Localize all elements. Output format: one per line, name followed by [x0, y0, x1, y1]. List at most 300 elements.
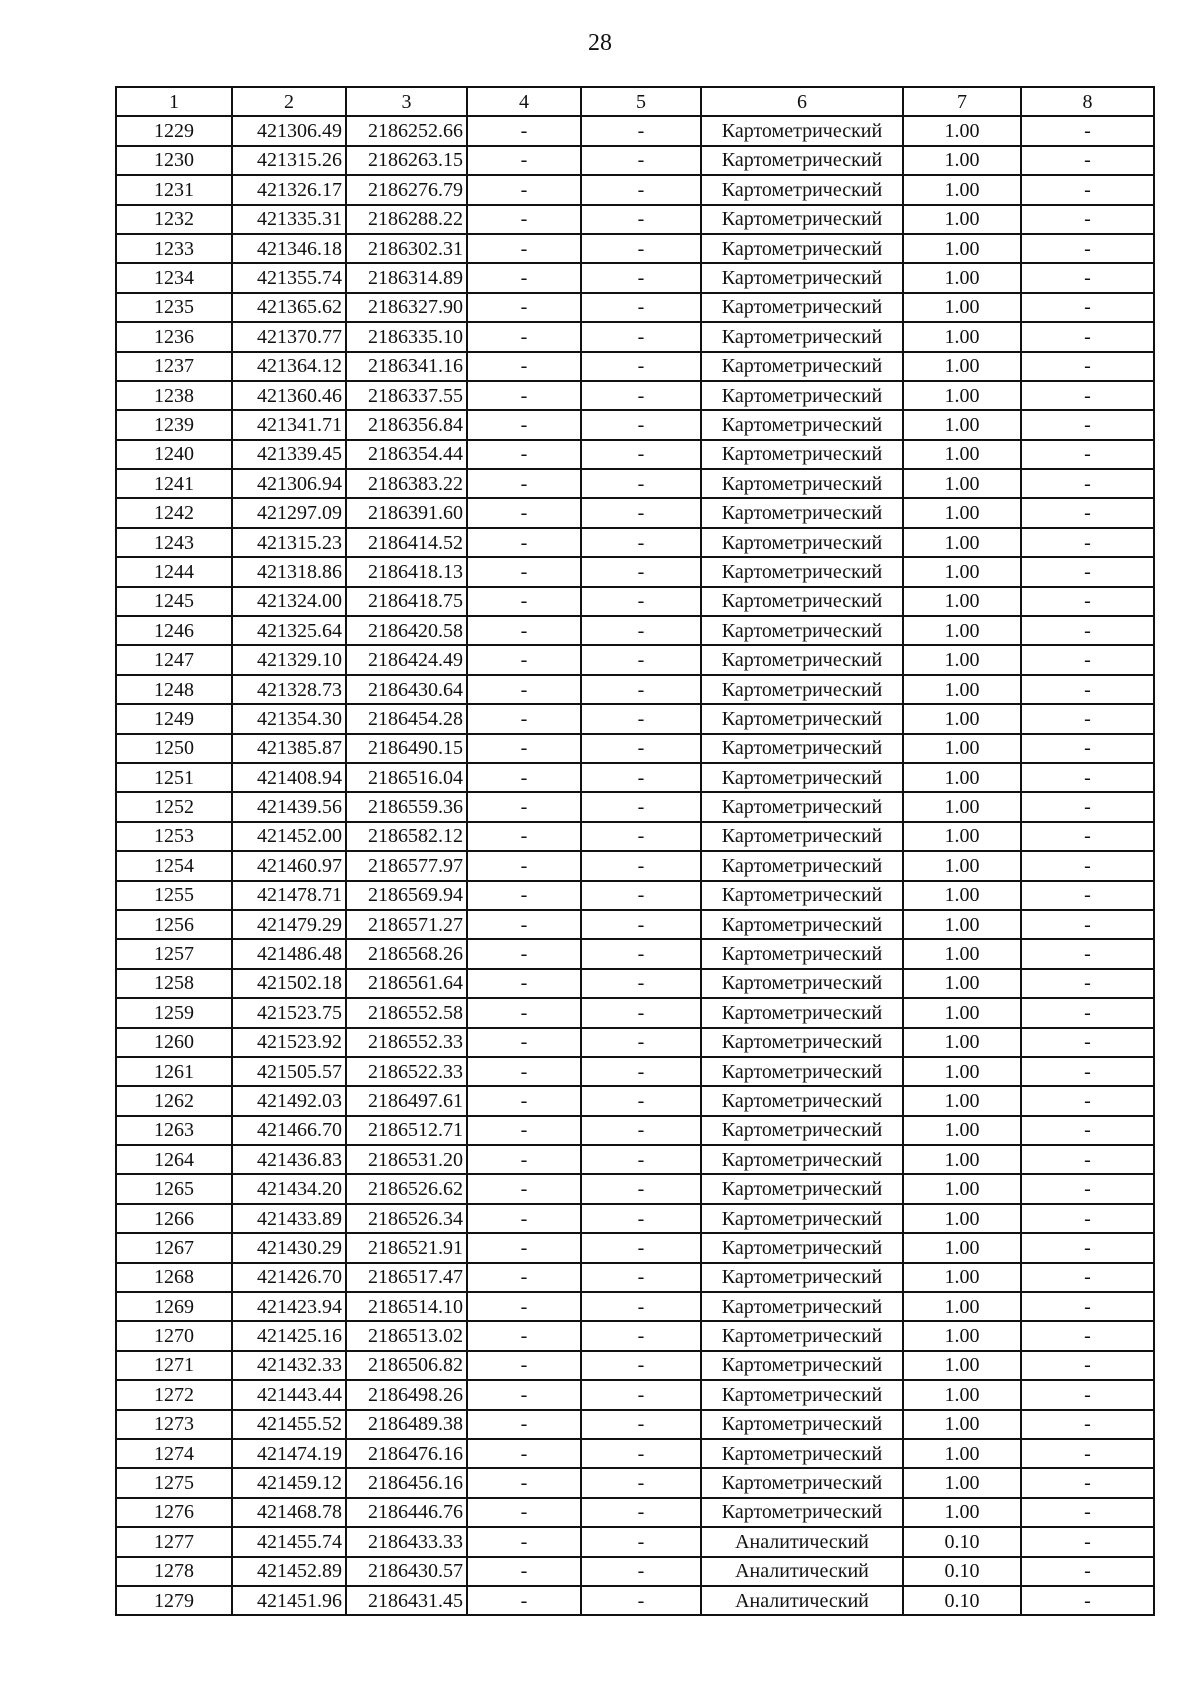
y-coordinate-cell: 2186526.34 — [346, 1204, 467, 1233]
y-coordinate-cell: 2186446.76 — [346, 1498, 467, 1527]
accuracy-cell: 1.00 — [903, 1204, 1021, 1233]
accuracy-cell: 1.00 — [903, 881, 1021, 910]
y-coordinate-cell: 2186517.47 — [346, 1263, 467, 1292]
y-coordinate-cell: 2186433.33 — [346, 1527, 467, 1556]
point-number-cell: 1252 — [116, 792, 232, 821]
x-coordinate-cell: 421433.89 — [232, 1204, 346, 1233]
column-4-cell: - — [467, 1145, 581, 1174]
column-5-cell: - — [581, 557, 701, 586]
accuracy-cell: 1.00 — [903, 1028, 1021, 1057]
y-coordinate-cell: 2186559.36 — [346, 792, 467, 821]
column-8-cell: - — [1021, 205, 1154, 234]
point-number-cell: 1234 — [116, 263, 232, 292]
column-header-5: 5 — [581, 87, 701, 116]
column-8-cell: - — [1021, 498, 1154, 527]
table-row — [116, 146, 1154, 175]
column-5-cell: - — [581, 1527, 701, 1556]
x-coordinate-cell: 421326.17 — [232, 175, 346, 204]
x-coordinate-cell: 421360.46 — [232, 381, 346, 410]
point-number-cell: 1239 — [116, 410, 232, 439]
column-5-cell: - — [581, 322, 701, 351]
column-5-cell: - — [581, 1263, 701, 1292]
table-row — [116, 1028, 1154, 1057]
table-row — [116, 969, 1154, 998]
column-4-cell: - — [467, 1292, 581, 1321]
accuracy-cell: 1.00 — [903, 352, 1021, 381]
x-coordinate-cell: 421325.64 — [232, 616, 346, 645]
column-4-cell: - — [467, 352, 581, 381]
table-row — [116, 1233, 1154, 1262]
point-number-cell: 1246 — [116, 616, 232, 645]
method-cell: Картометрический — [701, 293, 903, 322]
accuracy-cell: 1.00 — [903, 263, 1021, 292]
column-8-cell: - — [1021, 234, 1154, 263]
method-cell: Картометрический — [701, 822, 903, 851]
method-cell: Картометрический — [701, 1263, 903, 1292]
method-cell: Картометрический — [701, 557, 903, 586]
method-cell: Картометрический — [701, 381, 903, 410]
table-row — [116, 1586, 1154, 1615]
method-cell: Картометрический — [701, 792, 903, 821]
column-5-cell: - — [581, 1557, 701, 1586]
column-5-cell: - — [581, 881, 701, 910]
table-row — [116, 322, 1154, 351]
y-coordinate-cell: 2186337.55 — [346, 381, 467, 410]
x-coordinate-cell: 421370.77 — [232, 322, 346, 351]
y-coordinate-cell: 2186521.91 — [346, 1233, 467, 1262]
point-number-cell: 1265 — [116, 1174, 232, 1203]
y-coordinate-cell: 2186512.71 — [346, 1116, 467, 1145]
accuracy-cell: 1.00 — [903, 498, 1021, 527]
y-coordinate-cell: 2186288.22 — [346, 205, 467, 234]
column-5-cell: - — [581, 440, 701, 469]
column-4-cell: - — [467, 734, 581, 763]
point-number-cell: 1278 — [116, 1557, 232, 1586]
column-4-cell: - — [467, 1028, 581, 1057]
column-4-cell: - — [467, 998, 581, 1027]
accuracy-cell: 0.10 — [903, 1527, 1021, 1556]
x-coordinate-cell: 421502.18 — [232, 969, 346, 998]
column-5-cell: - — [581, 1086, 701, 1115]
accuracy-cell: 1.00 — [903, 1439, 1021, 1468]
column-8-cell: - — [1021, 1233, 1154, 1262]
column-8-cell: - — [1021, 175, 1154, 204]
column-4-cell: - — [467, 587, 581, 616]
column-5-cell: - — [581, 851, 701, 880]
point-number-cell: 1273 — [116, 1410, 232, 1439]
column-4-cell: - — [467, 528, 581, 557]
method-cell: Картометрический — [701, 1145, 903, 1174]
y-coordinate-cell: 2186506.82 — [346, 1351, 467, 1380]
table-row — [116, 557, 1154, 586]
method-cell: Картометрический — [701, 1410, 903, 1439]
x-coordinate-cell: 421385.87 — [232, 734, 346, 763]
table-row — [116, 1380, 1154, 1409]
x-coordinate-cell: 421439.56 — [232, 792, 346, 821]
column-5-cell: - — [581, 1586, 701, 1615]
column-4-cell: - — [467, 322, 581, 351]
point-number-cell: 1267 — [116, 1233, 232, 1262]
column-8-cell: - — [1021, 381, 1154, 410]
column-5-cell: - — [581, 1498, 701, 1527]
table-row — [116, 792, 1154, 821]
column-5-cell: - — [581, 1468, 701, 1497]
column-5-cell: - — [581, 1351, 701, 1380]
x-coordinate-cell: 421459.12 — [232, 1468, 346, 1497]
method-cell: Картометрический — [701, 734, 903, 763]
column-5-cell: - — [581, 998, 701, 1027]
column-4-cell: - — [467, 1057, 581, 1086]
point-number-cell: 1253 — [116, 822, 232, 851]
column-5-cell: - — [581, 1321, 701, 1350]
column-5-cell: - — [581, 792, 701, 821]
column-8-cell: - — [1021, 851, 1154, 880]
y-coordinate-cell: 2186335.10 — [346, 322, 467, 351]
column-8-cell: - — [1021, 969, 1154, 998]
column-header-1: 1 — [116, 87, 232, 116]
column-5-cell: - — [581, 1410, 701, 1439]
column-8-cell: - — [1021, 1263, 1154, 1292]
point-number-cell: 1233 — [116, 234, 232, 263]
accuracy-cell: 1.00 — [903, 557, 1021, 586]
x-coordinate-cell: 421318.86 — [232, 557, 346, 586]
method-cell: Картометрический — [701, 1321, 903, 1350]
column-8-cell: - — [1021, 1057, 1154, 1086]
point-number-cell: 1263 — [116, 1116, 232, 1145]
table-row — [116, 1498, 1154, 1527]
x-coordinate-cell: 421339.45 — [232, 440, 346, 469]
accuracy-cell: 1.00 — [903, 205, 1021, 234]
accuracy-cell: 1.00 — [903, 792, 1021, 821]
column-5-cell: - — [581, 1204, 701, 1233]
column-8-cell: - — [1021, 1351, 1154, 1380]
y-coordinate-cell: 2186356.84 — [346, 410, 467, 439]
column-5-cell: - — [581, 1380, 701, 1409]
column-8-cell: - — [1021, 440, 1154, 469]
y-coordinate-cell: 2186497.61 — [346, 1086, 467, 1115]
accuracy-cell: 1.00 — [903, 1292, 1021, 1321]
table-row — [116, 469, 1154, 498]
accuracy-cell: 1.00 — [903, 763, 1021, 792]
column-5-cell: - — [581, 146, 701, 175]
table-row — [116, 1116, 1154, 1145]
x-coordinate-cell: 421455.52 — [232, 1410, 346, 1439]
column-5-cell: - — [581, 1057, 701, 1086]
method-cell: Картометрический — [701, 675, 903, 704]
column-5-cell: - — [581, 822, 701, 851]
x-coordinate-cell: 421460.97 — [232, 851, 346, 880]
x-coordinate-cell: 421355.74 — [232, 263, 346, 292]
accuracy-cell: 1.00 — [903, 175, 1021, 204]
x-coordinate-cell: 421306.49 — [232, 116, 346, 145]
method-cell: Картометрический — [701, 851, 903, 880]
method-cell: Картометрический — [701, 1468, 903, 1497]
point-number-cell: 1255 — [116, 881, 232, 910]
column-4-cell: - — [467, 910, 581, 939]
accuracy-cell: 1.00 — [903, 528, 1021, 557]
table-row — [116, 410, 1154, 439]
method-cell: Картометрический — [701, 704, 903, 733]
method-cell: Картометрический — [701, 1498, 903, 1527]
column-8-cell: - — [1021, 322, 1154, 351]
method-cell: Картометрический — [701, 969, 903, 998]
x-coordinate-cell: 421523.75 — [232, 998, 346, 1027]
method-cell: Картометрический — [701, 1086, 903, 1115]
point-number-cell: 1247 — [116, 645, 232, 674]
y-coordinate-cell: 2186569.94 — [346, 881, 467, 910]
y-coordinate-cell: 2186327.90 — [346, 293, 467, 322]
column-5-cell: - — [581, 205, 701, 234]
point-number-cell: 1232 — [116, 205, 232, 234]
column-5-cell: - — [581, 939, 701, 968]
accuracy-cell: 1.00 — [903, 381, 1021, 410]
column-8-cell: - — [1021, 763, 1154, 792]
coordinates-table — [115, 86, 1155, 1616]
y-coordinate-cell: 2186391.60 — [346, 498, 467, 527]
x-coordinate-cell: 421315.23 — [232, 528, 346, 557]
column-5-cell: - — [581, 1145, 701, 1174]
column-8-cell: - — [1021, 410, 1154, 439]
column-header-2: 2 — [232, 87, 346, 116]
method-cell: Картометрический — [701, 1116, 903, 1145]
column-header-8: 8 — [1021, 87, 1154, 116]
y-coordinate-cell: 2186383.22 — [346, 469, 467, 498]
x-coordinate-cell: 421452.89 — [232, 1557, 346, 1586]
column-5-cell: - — [581, 1116, 701, 1145]
accuracy-cell: 1.00 — [903, 1410, 1021, 1439]
column-5-cell: - — [581, 1174, 701, 1203]
table-row — [116, 998, 1154, 1027]
y-coordinate-cell: 2186531.20 — [346, 1145, 467, 1174]
column-5-cell: - — [581, 381, 701, 410]
table-row — [116, 1410, 1154, 1439]
x-coordinate-cell: 421423.94 — [232, 1292, 346, 1321]
column-8-cell: - — [1021, 881, 1154, 910]
accuracy-cell: 1.00 — [903, 1086, 1021, 1115]
column-4-cell: - — [467, 410, 581, 439]
x-coordinate-cell: 421365.62 — [232, 293, 346, 322]
method-cell: Картометрический — [701, 910, 903, 939]
accuracy-cell: 1.00 — [903, 1351, 1021, 1380]
point-number-cell: 1274 — [116, 1439, 232, 1468]
column-8-cell: - — [1021, 1028, 1154, 1057]
page-number: 28 — [588, 30, 612, 56]
column-5-cell: - — [581, 498, 701, 527]
column-4-cell: - — [467, 1439, 581, 1468]
column-8-cell: - — [1021, 1204, 1154, 1233]
column-4-cell: - — [467, 1204, 581, 1233]
x-coordinate-cell: 421346.18 — [232, 234, 346, 263]
point-number-cell: 1258 — [116, 969, 232, 998]
accuracy-cell: 1.00 — [903, 939, 1021, 968]
column-header-6: 6 — [701, 87, 903, 116]
accuracy-cell: 1.00 — [903, 851, 1021, 880]
column-4-cell: - — [467, 1174, 581, 1203]
table-row — [116, 205, 1154, 234]
method-cell: Картометрический — [701, 1351, 903, 1380]
table-row — [116, 293, 1154, 322]
accuracy-cell: 1.00 — [903, 1468, 1021, 1497]
column-4-cell: - — [467, 1233, 581, 1262]
y-coordinate-cell: 2186522.33 — [346, 1057, 467, 1086]
column-4-cell: - — [467, 557, 581, 586]
table-row — [116, 1351, 1154, 1380]
y-coordinate-cell: 2186456.16 — [346, 1468, 467, 1497]
point-number-cell: 1268 — [116, 1263, 232, 1292]
table-row — [116, 704, 1154, 733]
method-cell: Картометрический — [701, 234, 903, 263]
y-coordinate-cell: 2186414.52 — [346, 528, 467, 557]
column-8-cell: - — [1021, 116, 1154, 145]
column-5-cell: - — [581, 616, 701, 645]
method-cell: Аналитический — [701, 1527, 903, 1556]
x-coordinate-cell: 421425.16 — [232, 1321, 346, 1350]
y-coordinate-cell: 2186516.04 — [346, 763, 467, 792]
x-coordinate-cell: 421426.70 — [232, 1263, 346, 1292]
column-5-cell: - — [581, 910, 701, 939]
column-8-cell: - — [1021, 469, 1154, 498]
table-row — [116, 263, 1154, 292]
column-8-cell: - — [1021, 587, 1154, 616]
table-row — [116, 851, 1154, 880]
point-number-cell: 1237 — [116, 352, 232, 381]
method-cell: Картометрический — [701, 469, 903, 498]
x-coordinate-cell: 421436.83 — [232, 1145, 346, 1174]
column-8-cell: - — [1021, 1292, 1154, 1321]
column-8-cell: - — [1021, 1439, 1154, 1468]
column-header-3: 3 — [346, 87, 467, 116]
table-row — [116, 1145, 1154, 1174]
column-8-cell: - — [1021, 1557, 1154, 1586]
table-row — [116, 734, 1154, 763]
x-coordinate-cell: 421315.26 — [232, 146, 346, 175]
method-cell: Картометрический — [701, 763, 903, 792]
column-header-4: 4 — [467, 87, 581, 116]
accuracy-cell: 1.00 — [903, 645, 1021, 674]
y-coordinate-cell: 2186552.33 — [346, 1028, 467, 1057]
column-4-cell: - — [467, 881, 581, 910]
point-number-cell: 1244 — [116, 557, 232, 586]
accuracy-cell: 1.00 — [903, 1116, 1021, 1145]
accuracy-cell: 1.00 — [903, 1145, 1021, 1174]
method-cell: Картометрический — [701, 1204, 903, 1233]
accuracy-cell: 1.00 — [903, 469, 1021, 498]
y-coordinate-cell: 2186418.13 — [346, 557, 467, 586]
column-5-cell: - — [581, 587, 701, 616]
column-8-cell: - — [1021, 1527, 1154, 1556]
column-8-cell: - — [1021, 616, 1154, 645]
point-number-cell: 1240 — [116, 440, 232, 469]
table-row — [116, 645, 1154, 674]
table-row — [116, 116, 1154, 145]
x-coordinate-cell: 421306.94 — [232, 469, 346, 498]
accuracy-cell: 1.00 — [903, 969, 1021, 998]
x-coordinate-cell: 421354.30 — [232, 704, 346, 733]
accuracy-cell: 1.00 — [903, 675, 1021, 704]
y-coordinate-cell: 2186418.75 — [346, 587, 467, 616]
table-row — [116, 234, 1154, 263]
y-coordinate-cell: 2186568.26 — [346, 939, 467, 968]
column-5-cell: - — [581, 352, 701, 381]
column-4-cell: - — [467, 146, 581, 175]
y-coordinate-cell: 2186577.97 — [346, 851, 467, 880]
table-row — [116, 1263, 1154, 1292]
point-number-cell: 1254 — [116, 851, 232, 880]
method-cell: Картометрический — [701, 322, 903, 351]
y-coordinate-cell: 2186430.57 — [346, 1557, 467, 1586]
accuracy-cell: 1.00 — [903, 146, 1021, 175]
y-coordinate-cell: 2186513.02 — [346, 1321, 467, 1350]
accuracy-cell: 1.00 — [903, 910, 1021, 939]
table-row — [116, 881, 1154, 910]
column-5-cell: - — [581, 469, 701, 498]
table-row — [116, 528, 1154, 557]
column-4-cell: - — [467, 1410, 581, 1439]
point-number-cell: 1277 — [116, 1527, 232, 1556]
column-8-cell: - — [1021, 1321, 1154, 1350]
column-8-cell: - — [1021, 1145, 1154, 1174]
column-4-cell: - — [467, 1498, 581, 1527]
column-4-cell: - — [467, 1557, 581, 1586]
point-number-cell: 1256 — [116, 910, 232, 939]
x-coordinate-cell: 421452.00 — [232, 822, 346, 851]
column-4-cell: - — [467, 616, 581, 645]
column-4-cell: - — [467, 440, 581, 469]
table-row — [116, 1557, 1154, 1586]
y-coordinate-cell: 2186526.62 — [346, 1174, 467, 1203]
column-4-cell: - — [467, 939, 581, 968]
x-coordinate-cell: 421468.78 — [232, 1498, 346, 1527]
y-coordinate-cell: 2186354.44 — [346, 440, 467, 469]
column-5-cell: - — [581, 704, 701, 733]
column-4-cell: - — [467, 469, 581, 498]
accuracy-cell: 1.00 — [903, 734, 1021, 763]
y-coordinate-cell: 2186420.58 — [346, 616, 467, 645]
column-5-cell: - — [581, 116, 701, 145]
accuracy-cell: 1.00 — [903, 440, 1021, 469]
column-4-cell: - — [467, 1351, 581, 1380]
x-coordinate-cell: 421329.10 — [232, 645, 346, 674]
column-8-cell: - — [1021, 1086, 1154, 1115]
table-row — [116, 1204, 1154, 1233]
point-number-cell: 1276 — [116, 1498, 232, 1527]
column-4-cell: - — [467, 234, 581, 263]
column-8-cell: - — [1021, 146, 1154, 175]
point-number-cell: 1257 — [116, 939, 232, 968]
accuracy-cell: 1.00 — [903, 998, 1021, 1027]
accuracy-cell: 1.00 — [903, 322, 1021, 351]
column-4-cell: - — [467, 116, 581, 145]
accuracy-cell: 1.00 — [903, 616, 1021, 645]
y-coordinate-cell: 2186302.31 — [346, 234, 467, 263]
accuracy-cell: 1.00 — [903, 293, 1021, 322]
method-cell: Картометрический — [701, 410, 903, 439]
y-coordinate-cell: 2186276.79 — [346, 175, 467, 204]
x-coordinate-cell: 421364.12 — [232, 352, 346, 381]
method-cell: Картометрический — [701, 498, 903, 527]
column-8-cell: - — [1021, 528, 1154, 557]
column-4-cell: - — [467, 675, 581, 704]
x-coordinate-cell: 421434.20 — [232, 1174, 346, 1203]
table-row — [116, 763, 1154, 792]
method-cell: Картометрический — [701, 205, 903, 234]
point-number-cell: 1259 — [116, 998, 232, 1027]
method-cell: Картометрический — [701, 440, 903, 469]
table-row — [116, 675, 1154, 704]
x-coordinate-cell: 421486.48 — [232, 939, 346, 968]
y-coordinate-cell: 2186263.15 — [346, 146, 467, 175]
column-4-cell: - — [467, 381, 581, 410]
